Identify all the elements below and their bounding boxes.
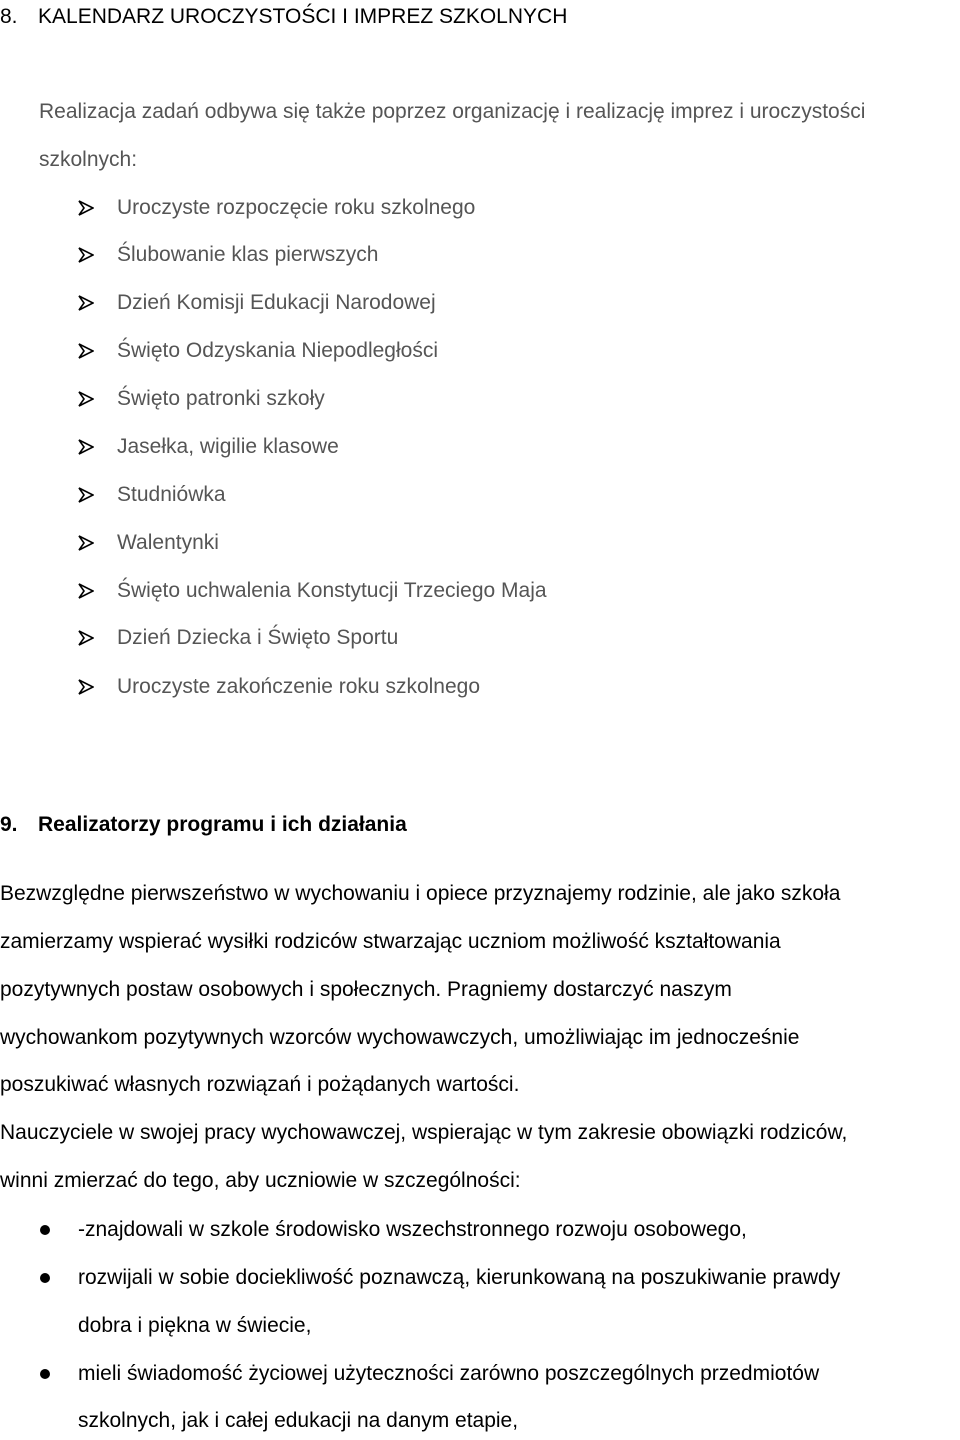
list-item: Święto uchwalenia Konstytucji Trzeciego Maja [117, 579, 547, 602]
list-item: Jasełka, wigilie klasowe [117, 435, 339, 458]
arrow-bullet-icon [78, 391, 94, 407]
paragraph-2-line: Nauczyciele w swojej pracy wychowawczej, wspierając w tym zakresie obowiązki rodziców, [0, 1121, 848, 1144]
arrow-bullet-icon [78, 583, 94, 599]
paragraph-1-line: pozytywnych postaw osobowych i społecznych. Pragniemy dostarczyć naszym [0, 978, 732, 1001]
arrow-bullet-icon [78, 295, 94, 311]
list-item: Dzień Komisji Edukacji Narodowej [117, 291, 436, 314]
arrow-bullet-icon [78, 200, 94, 216]
bullet-dot-icon [40, 1369, 50, 1379]
list-item: Walentynki [117, 531, 219, 554]
section-9-number: 9. [0, 813, 18, 836]
list-item: Święto patronki szkoły [117, 387, 325, 410]
list-item-continuation: dobra i piękna w świecie, [78, 1314, 312, 1337]
section-9-heading [0, 811, 407, 839]
arrow-bullet-icon [78, 679, 94, 695]
bullet-dot-icon [40, 1225, 50, 1235]
arrow-bullet-icon [78, 247, 94, 263]
section-8-intro-line-2: szkolnych: [39, 148, 138, 171]
section-9-title: Realizatorzy programu i ich działania [38, 813, 407, 836]
list-item: Ślubowanie klas pierwszych [117, 243, 379, 266]
section-8-heading [0, 3, 567, 31]
list-item: Dzień Dziecka i Święto Sportu [117, 626, 399, 649]
arrow-bullet-icon [78, 630, 94, 646]
section-8-number: 8. [0, 5, 18, 28]
arrow-bullet-icon [78, 535, 94, 551]
list-item: mieli świadomość życiowej użyteczności zarówno poszczególnych przedmiotów [78, 1362, 820, 1385]
paragraph-1-line: zamierzamy wspierać wysiłki rodziców stwarzając uczniom możliwość kształtowania [0, 930, 781, 953]
paragraph-2-line: winni zmierzać do tego, aby uczniowie w szczególności: [0, 1169, 521, 1192]
bullet-dot-icon [40, 1273, 50, 1283]
paragraph-1-line: wychowankom pozytywnych wzorców wychowawczych, umożliwiając im jednocześnie [0, 1026, 800, 1049]
arrow-bullet-icon [78, 343, 94, 359]
paragraph-1-line: Bezwzględne pierwszeństwo w wychowaniu i opiece przyznajemy rodzinie, ale jako szkoła [0, 882, 841, 905]
list-item-continuation: szkolnych, jak i całej edukacji na danym etapie, [78, 1409, 519, 1432]
list-item: Uroczyste zakończenie roku szkolnego [117, 675, 481, 698]
list-item: Uroczyste rozpoczęcie roku szkolnego [117, 196, 476, 219]
arrow-bullet-icon [78, 487, 94, 503]
list-item: -znajdowali w szkole środowisko wszechstronnego rozwoju osobowego, [78, 1218, 747, 1241]
list-item: Studniówka [117, 483, 226, 506]
arrow-bullet-icon [78, 439, 94, 455]
list-item: Święto Odzyskania Niepodległości [117, 339, 438, 362]
paragraph-1-line: poszukiwać własnych rozwiązań i pożądanych wartości. [0, 1073, 520, 1096]
section-8-title: KALENDARZ UROCZYSTOŚCI I IMPREZ SZKOLNYCH [38, 5, 568, 28]
list-item: rozwijali w sobie dociekliwość poznawczą, kierunkowaną na poszukiwanie prawdy [78, 1266, 841, 1289]
section-8-intro-line-1: Realizacja zadań odbywa się także poprzez organizację i realizację imprez i uroczystości [39, 100, 866, 123]
